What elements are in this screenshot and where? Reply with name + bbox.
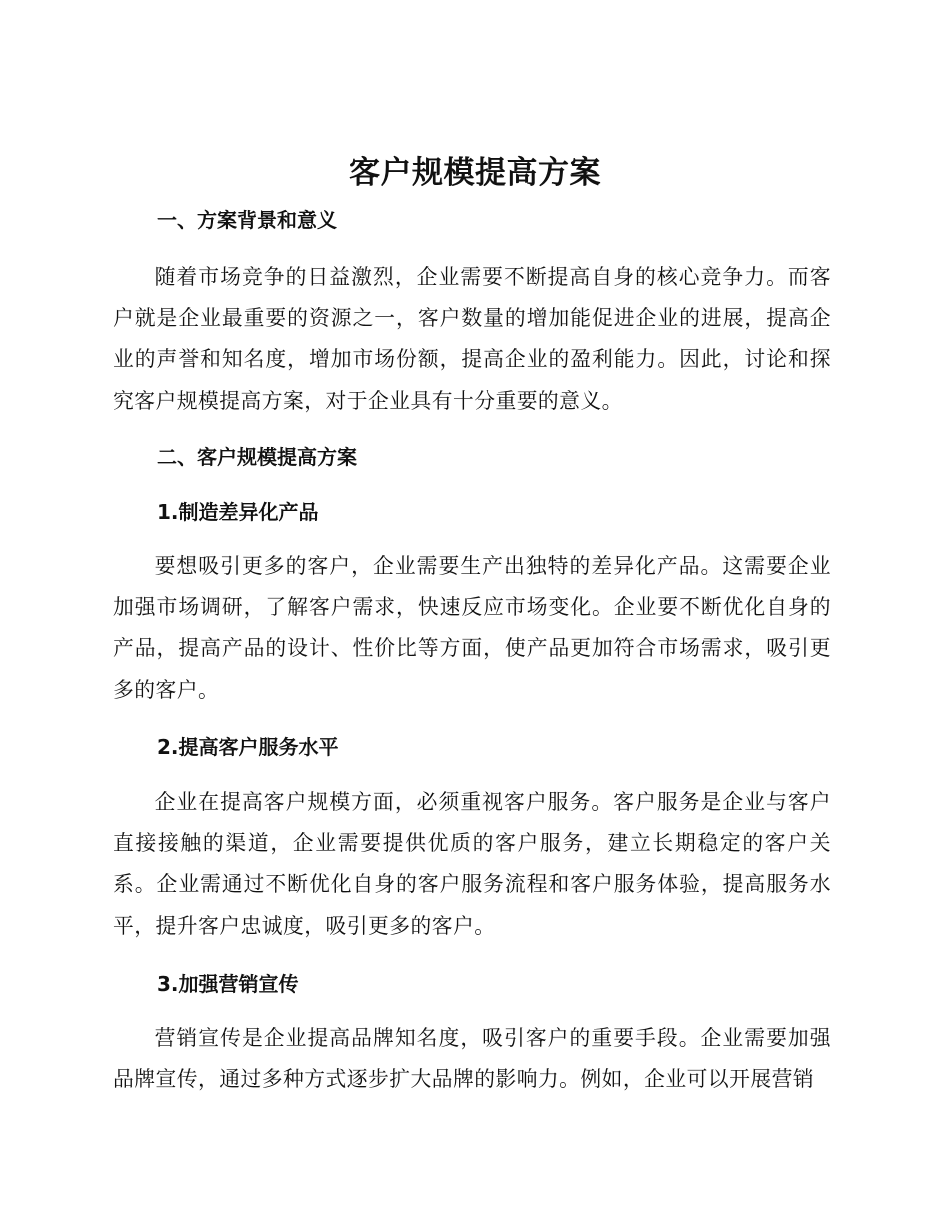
paragraph-marketing: 营销宣传是企业提高品牌知名度，吸引客户的重要手段。企业需要加强品牌宣传，通过多种方式逐步扩大品牌的影响力。例如，企业可以开展营销 [113,1026,831,1092]
paragraph-background: 随着市场竞争的日益激烈，企业需要不断提高自身的核心竞争力。而客户就是企业最重要的资源之一，客户数量的增加能促进企业的进展，提高企业的声誉和知名度，增加市场份额，提高企业的盈利能力。因此，讨论和探究客户规模提高方案，对于企业具有十分重要的意义。 [113,265,831,413]
section-heading-background: 一、方案背景和意义 [157,208,337,232]
subheading-customer-service: 2.提高客户服务水平 [157,735,339,759]
paragraph-customer-service: 企业在提高客户规模方面，必须重视客户服务。客户服务是企业与客户直接接触的渠道，企业需要提供优质的客户服务，建立长期稳定的客户关系。企业需通过不断优化自身的客户服务流程和客户服务体验，提高服务水平，提升客户忠诚度，吸引更多的客户。 [113,790,831,938]
section-heading-plan: 二、客户规模提高方案 [157,445,357,469]
subheading-marketing: 3.加强营销宣传 [157,972,299,996]
paragraph-differentiated-products: 要想吸引更多的客户，企业需要生产出独特的差异化产品。这需要企业加强市场调研，了解客户需求，快速反应市场变化。企业要不断优化自身的产品，提高产品的设计、性价比等方面，使产品更加符合市场需求，吸引更多的客户。 [113,554,831,702]
document-title: 客户规模提高方案 [349,155,601,191]
subheading-differentiated-products: 1.制造差异化产品 [157,500,319,524]
